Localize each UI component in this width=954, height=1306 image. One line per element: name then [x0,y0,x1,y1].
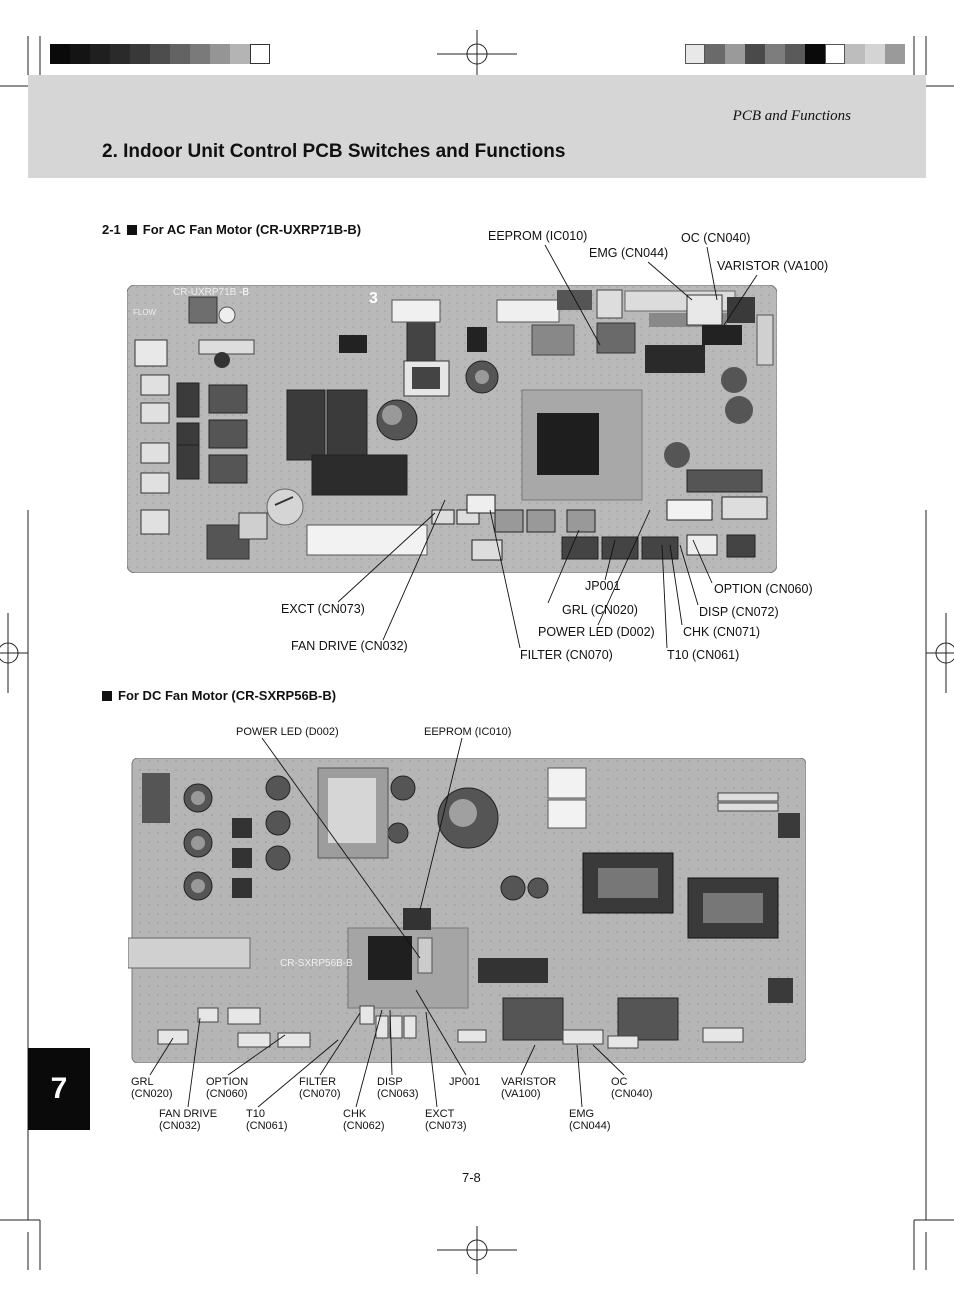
dc-label-grl: GRL (CN020) [131,1076,173,1100]
dc-label-emg: EMG (CN044) [569,1108,611,1132]
ac-label-exct: EXCT (CN073) [281,602,365,616]
dc-label-power-led: POWER LED (D002) [236,726,339,738]
ac-label-eeprom: EEPROM (IC010) [488,229,588,243]
page-number: 7-8 [462,1170,481,1185]
ac-label-option: OPTION (CN060) [714,582,813,596]
dc-label-fan-drive: FAN DRIVE (CN032) [159,1108,218,1132]
ac-label-emg: EMG (CN044) [589,246,669,260]
chapter-tab: 7 [28,1048,90,1130]
ac-label-power-led: POWER LED (D002) [538,625,655,639]
ac-silk-rev: 3 [369,290,378,307]
ac-heading-text: For AC Fan Motor (CR-UXRP71B-B) [142,222,362,237]
ac-label-fan-drive: FAN DRIVE (CN032) [291,639,408,653]
dc-label-oc: OC (CN040) [611,1076,653,1100]
dc-label-exct: EXCT (CN073) [425,1108,467,1132]
dc-label-chk: CHK (CN062) [343,1108,385,1132]
ac-label-filter: FILTER (CN070) [520,648,613,662]
dc-label-filter: FILTER (CN070) [299,1076,341,1100]
ac-silk-variant: -B [239,287,249,298]
dc-label-eeprom: EEPROM (IC010) [424,726,512,738]
ac-label-grl: GRL (CN020) [562,603,638,617]
dc-label-disp: DISP (CN063) [377,1076,419,1100]
ac-silk-model: CR-UXRP71B [173,287,237,298]
page-title: 2. Indoor Unit Control PCB Switches and Functions [102,141,566,162]
ac-label-disp: DISP (CN072) [699,605,779,619]
ac-label-chk: CHK (CN071) [683,625,761,639]
ac-label-t10: T10 (CN061) [667,648,740,662]
dc-heading-text: For DC Fan Motor (CR-SXRP56B-B) [118,688,337,703]
dc-label-jp001: JP001 [449,1076,481,1088]
ac-silk-flow: FLOW [133,308,157,317]
dc-label-option: OPTION (CN060) [206,1076,249,1100]
dc-silk-model: CR-SXRP56B-B [280,958,353,969]
ac-heading-number: 2-1 [102,222,121,237]
dc-label-t10: T10 (CN061) [246,1108,288,1132]
ac-label-oc: OC (CN040) [681,231,751,245]
ac-label-jp001: JP001 [585,579,621,593]
dc-label-varistor: VARISTOR (VA100) [501,1076,557,1100]
ac-label-varistor: VARISTOR (VA100) [717,259,829,273]
section-label: PCB and Functions [732,108,851,124]
